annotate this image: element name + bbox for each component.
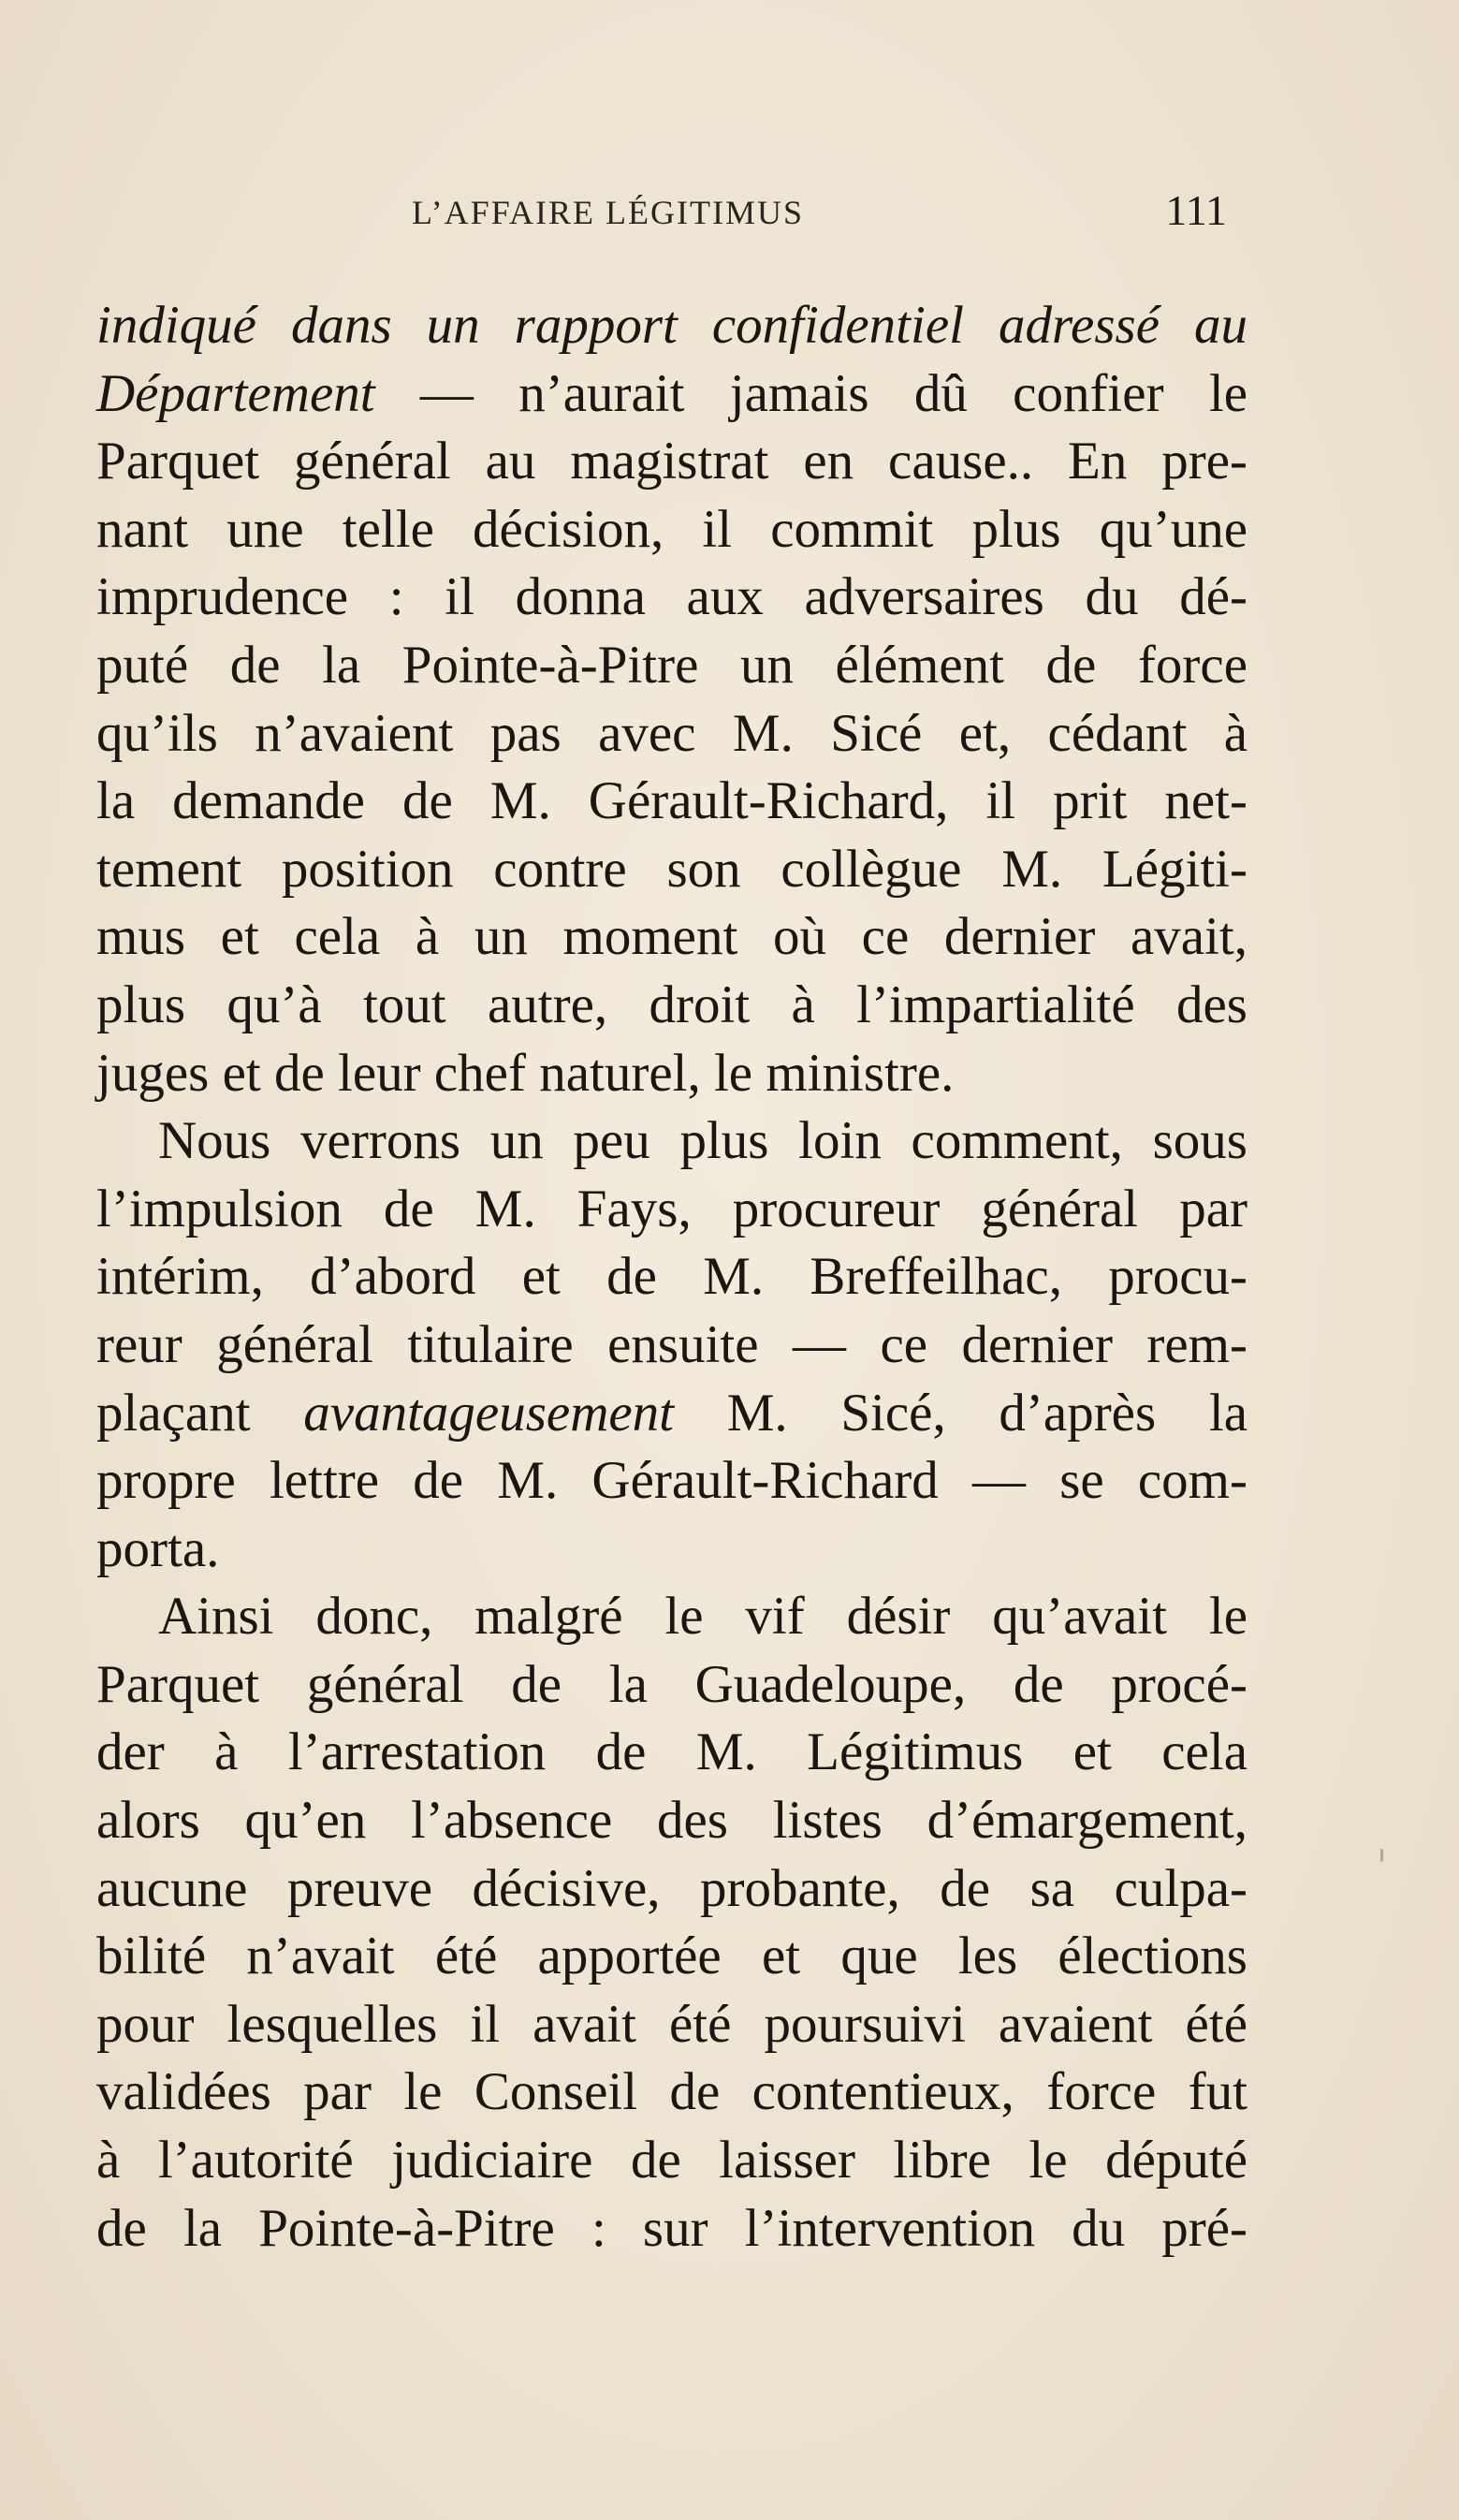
line-segment: tement position contre son collègue M. Légiti-	[96, 839, 1247, 899]
text-line	[96, 768, 1247, 836]
text-line	[96, 428, 1247, 496]
text-line	[96, 564, 1247, 632]
paper-speck	[1380, 1849, 1383, 1862]
line-segment: de la Pointe-à-Pitre : sur l’intervention du pré-	[96, 2198, 1247, 2258]
text-line	[96, 1651, 1247, 1720]
text-line	[96, 836, 1247, 904]
line-segment: indiqué dans un rapport confidentiel adressé au	[96, 296, 1247, 355]
line-segment: puté de la Pointe-à-Pitre un élément de force	[96, 635, 1247, 695]
paragraph-3	[96, 1583, 1247, 2263]
text-line	[96, 1040, 1247, 1108]
text-line	[96, 1107, 1247, 1176]
text-line	[96, 1243, 1247, 1311]
line-segment: plus qu’à tout autre, droit à l’impartialité des	[96, 974, 1247, 1034]
text-line	[96, 1855, 1247, 1924]
line-segment: M. Sicé, d’après la	[674, 1383, 1247, 1443]
line-segment: avantageusement	[303, 1383, 674, 1443]
line-segment: nant une telle décision, il commit plus qu’une	[96, 499, 1247, 559]
line-segment: qu’ils n’avaient pas avec M. Sicé et, cédant à	[96, 703, 1247, 763]
text-line	[96, 360, 1247, 429]
line-segment: l’impulsion de M. Fays, procureur général par	[96, 1179, 1247, 1238]
line-segment: juges et de leur chef naturel, le ministre.	[96, 1043, 955, 1103]
line-segment: alors qu’en l’absence des listes d’émargement,	[96, 1791, 1247, 1851]
text-line	[96, 1991, 1247, 2059]
paragraph-1	[96, 292, 1247, 1107]
text-line	[96, 292, 1247, 360]
line-segment: — n’aurait jamais dû confier le	[374, 363, 1247, 423]
text-line	[96, 700, 1247, 769]
text-line	[96, 1311, 1247, 1380]
line-segment: plaçant	[96, 1383, 304, 1443]
text-line	[96, 1380, 1247, 1448]
page-number: 111	[1165, 186, 1227, 234]
body-text	[96, 292, 1247, 2263]
line-segment: à l’autorité judiciaire de laisser libre le député	[96, 2131, 1247, 2190]
text-line	[96, 2127, 1247, 2195]
line-segment: Département	[96, 363, 375, 423]
text-line	[96, 2058, 1247, 2127]
line-segment: la demande de M. Gérault-Richard, il prit net-	[96, 771, 1247, 831]
line-segment: Nous verrons un peu plus loin comment, sous	[158, 1111, 1247, 1171]
text-line	[96, 1787, 1247, 1855]
text-line	[96, 2195, 1247, 2264]
running-title: L’AFFAIRE LÉGITIMUS	[412, 194, 805, 231]
line-segment: Ainsi donc, malgré le vif désir qu’avait le	[158, 1587, 1247, 1647]
line-segment: porta.	[96, 1518, 220, 1578]
text-line	[96, 1447, 1247, 1516]
text-line	[96, 1176, 1247, 1244]
line-segment: Parquet général au magistrat en cause.. En pre-	[96, 432, 1247, 491]
line-segment: pour lesquelles il avait été poursuivi avaient été	[96, 1994, 1247, 2054]
text-line	[96, 903, 1247, 972]
text-line	[96, 1719, 1247, 1787]
line-segment: Parquet général de la Guadeloupe, de procé-	[96, 1654, 1247, 1714]
line-segment: mus et cela à un moment où ce dernier avait,	[96, 907, 1247, 967]
text-line	[96, 1583, 1247, 1651]
line-segment: imprudence : il donna aux adversaires du dé-	[96, 567, 1247, 627]
line-segment: intérim, d’abord et de M. Breffeilhac, procu-	[96, 1247, 1247, 1307]
line-segment: propre lettre de M. Gérault-Richard — se com-	[96, 1451, 1247, 1511]
text-line	[96, 1923, 1247, 1991]
line-segment: der à l’arrestation de M. Légitimus et cela	[96, 1722, 1247, 1782]
line-segment: reur général titulaire ensuite — ce dernier rem-	[96, 1314, 1247, 1374]
text-line	[96, 496, 1247, 564]
text-line	[96, 1516, 1247, 1584]
line-segment: aucune preuve décisive, probante, de sa culpa-	[96, 1858, 1247, 1918]
line-segment: bilité n’avait été apportée et que les élections	[96, 1927, 1247, 1986]
text-line	[96, 972, 1247, 1040]
text-line	[96, 632, 1247, 700]
line-segment: validées par le Conseil de contentieux, force fut	[96, 2062, 1247, 2122]
paragraph-2	[96, 1107, 1247, 1583]
